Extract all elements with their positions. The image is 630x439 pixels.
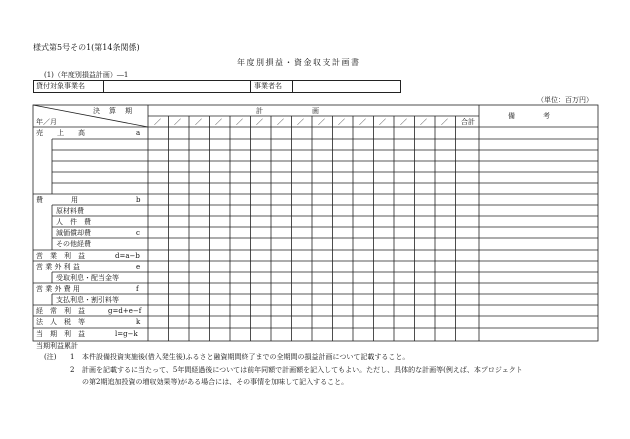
note-2-text: 計画を記載するに当たって、5年間経過後については前年同額で計画額を記入してもよい。ただし、具体的な計画等(例えば、本プロジェクト (82, 366, 523, 374)
form-reference: 様式第5号その1(第14条関係) (33, 43, 140, 52)
row-depreciation-code: c (136, 229, 140, 237)
year-month-label: 年／月 (36, 118, 57, 126)
row-net-profit: 当 期 利 益 (36, 330, 85, 338)
row-corporate-tax: 法 人 税 等 (36, 318, 85, 326)
note-2-number: 2 (70, 366, 75, 374)
row-operating-profit: 営 業 利 益 (36, 252, 85, 260)
row-ordinary-profit: 経 常 利 益 (36, 307, 85, 315)
plan-col-2: ／ (174, 118, 181, 126)
row-non-operating-expenses: 営 業 外 費 用 (36, 285, 80, 293)
row-net-profit-code: l=g−k (115, 330, 138, 338)
plan-col-9: ／ (318, 118, 325, 126)
loan-business-label: 貸付対象事業名 (36, 82, 85, 90)
total-label: 合計 (461, 118, 475, 126)
plan-col-12: ／ (379, 118, 386, 126)
remarks-label: 備 考 (508, 112, 550, 120)
plan-col-13: ／ (400, 118, 407, 126)
section-label: (1)（年度別損益計画）―1 (44, 71, 129, 79)
row-non-operating-income-code: e (136, 263, 141, 271)
row-depreciation: 減価償却費 (56, 229, 91, 237)
row-interest-discounts: 支払利息・割引料等 (56, 296, 119, 304)
plan-col-6: ／ (256, 118, 263, 126)
plan-col-10: ／ (338, 118, 345, 126)
row-other-expenses: その他経費 (56, 240, 91, 248)
plan-col-15: ／ (441, 118, 448, 126)
unit-label: （単位：百万円） (537, 96, 593, 104)
row-cumulative-net-profit: 当期利益累計 (36, 342, 78, 350)
document-title: 年度別損益・資金収支計画書 (237, 58, 361, 67)
plan-col-1: ／ (154, 118, 161, 126)
note-1-number: 1 (70, 353, 75, 361)
row-labor: 人 件 費 (56, 218, 91, 226)
plan-col-7: ／ (277, 118, 284, 126)
row-expenses-code: b (136, 196, 141, 204)
row-interest-dividends: 受取利息・配当金等 (56, 274, 119, 282)
plan-col-14: ／ (420, 118, 427, 126)
notes-label: (注) (44, 353, 57, 361)
note-2-continued: の第2期追加投資の増収効果等)がある場合には、その事情を加味して記入すること。 (82, 378, 349, 386)
operator-label: 事業者名 (254, 82, 282, 90)
row-corporate-tax-code: k (136, 318, 141, 326)
row-sales-code: a (136, 129, 141, 137)
plan-col-3: ／ (195, 118, 202, 126)
row-sales: 売 上 高 (36, 129, 85, 137)
row-operating-profit-code: d=a−b (115, 252, 140, 260)
row-materials: 原材料費 (56, 207, 84, 215)
row-non-operating-income: 営 業 外 利 益 (36, 263, 80, 271)
row-ordinary-profit-code: g=d+e−f (108, 307, 142, 315)
row-expenses: 費 用 (36, 196, 78, 204)
plan-col-4: ／ (215, 118, 222, 126)
plan-col-8: ／ (297, 118, 304, 126)
settlement-period-label: 決 算 期 (93, 107, 133, 115)
plan-col-5: ／ (236, 118, 243, 126)
plan-header-label: 計 画 (256, 107, 319, 115)
row-non-operating-expenses-code: f (136, 285, 139, 293)
plan-col-11: ／ (359, 118, 366, 126)
note-1-text: 本件設備投資実施後(借入発生後)ふるさと融資期間終了までの全期間の損益計画について記載すること。 (82, 353, 410, 361)
